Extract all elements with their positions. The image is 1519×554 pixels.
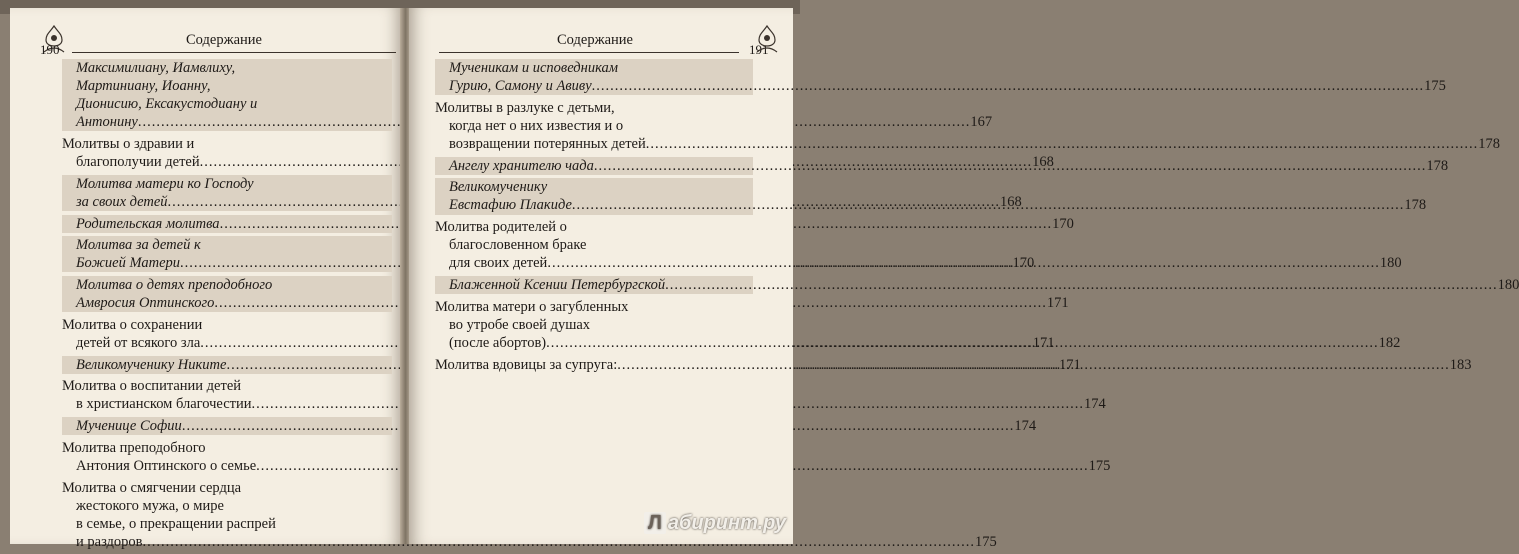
dot-leader: [665, 277, 1498, 293]
toc-entry-text: (после абортов): [449, 334, 547, 351]
toc-entry-text: благополучии детей: [76, 154, 200, 171]
toc-entry-text: Мученице Софии: [76, 418, 182, 435]
toc-page-number: 167: [970, 114, 993, 131]
toc-entry-line: Дионисию, Ексакустодиану и: [76, 96, 258, 113]
toc-entry-text: Антонину: [76, 114, 138, 131]
toc-page-number: 178: [1426, 157, 1449, 174]
toc-entry-last-line: [62, 457, 1111, 475]
toc-entry-text: Амвросия Оптинского: [76, 295, 215, 312]
page-number: 191: [749, 42, 769, 57]
toc-entry-text: Антония Оптинского о семье: [76, 457, 257, 474]
toc-page-number: 171: [1032, 334, 1055, 351]
toc-entry-line: благословенном браке: [449, 237, 587, 254]
dot-leader: [594, 158, 1427, 174]
page-number: 190: [40, 42, 60, 57]
dot-leader: [547, 255, 1380, 271]
toc-entry-line: Молитва о смягчении сердца: [62, 479, 242, 496]
toc-entry-line: Молитва о детях преподобного: [76, 277, 273, 293]
toc-entry-line: Молитва преподобного: [62, 439, 206, 456]
toc-entry-line: Молитва матери ко Господу: [76, 175, 254, 192]
toc-page-number: 170: [1012, 255, 1035, 272]
toc-entry-line: жестокого мужа, о мире: [76, 497, 224, 514]
toc-entry: [62, 417, 1037, 435]
toc-entry-text: и раздоров: [76, 533, 143, 550]
dot-leader: [546, 335, 1379, 351]
toc-entry-text: Родительская молитва: [76, 215, 220, 232]
toc-page-number: 171: [1046, 295, 1069, 312]
watermark-logo: [644, 512, 786, 535]
toc-page-number: 175: [1088, 457, 1111, 474]
toc-page-number: 171: [1058, 356, 1081, 373]
toc-entry-line: во утробе своей душах: [449, 316, 591, 333]
dot-leader: [646, 136, 1479, 152]
dot-leader: [592, 78, 1425, 94]
toc-entry-last-line: [62, 417, 1037, 435]
toc-entry: [62, 377, 1106, 413]
toc-entry: [435, 59, 1446, 95]
toc-entry-text: Ангелу хранителю чада: [449, 157, 594, 174]
toc-entry-line: Молитвы в разлуке с детьми,: [435, 99, 615, 116]
toc-entry-text: за своих детей: [76, 193, 168, 210]
toc-entry-line: когда нет о них известия и о: [449, 117, 624, 134]
toc-entry-line: в семье, о прекращении распрей: [76, 515, 276, 532]
toc-page-number: 168: [1000, 193, 1022, 210]
toc-entry-text: Великомученику Никите: [76, 356, 227, 373]
toc-entry: [62, 439, 1111, 475]
dot-leader: [617, 357, 1450, 373]
toc-page-number: 183: [1449, 356, 1472, 373]
toc-entry-last-line: [62, 533, 997, 551]
toc-entry-line: Молитва родителей о: [435, 219, 567, 236]
toc-page-number: 174: [1084, 396, 1106, 413]
page-header: Содержание: [186, 32, 262, 48]
toc-page-number: 178: [1404, 197, 1427, 214]
dot-leader: [572, 197, 1405, 213]
toc-entry-last-line: [435, 135, 1501, 153]
toc-page-number: 168: [1032, 154, 1054, 171]
toc-entry-line: Мученикам и исповедникам: [449, 60, 618, 76]
toc-entry-text: возвращении потерянных детей: [449, 135, 646, 152]
header-rule: [439, 52, 739, 53]
toc-entry-line: Великомученику: [449, 179, 548, 196]
toc-entry-line: Молитва матери о загубленных: [435, 298, 629, 315]
toc-page-number: 175: [1424, 78, 1446, 95]
toc-entry-text: Божией Матери: [76, 255, 181, 272]
toc-page-number: 178: [1478, 135, 1501, 152]
toc-entry-text: для своих детей: [449, 255, 548, 272]
header-rule: [72, 52, 396, 53]
toc-entry-last-line: [435, 276, 1519, 294]
toc-entry-text: Евстафию Плакиде: [449, 197, 572, 214]
toc-entry-text: в христианском благочестии: [76, 396, 252, 413]
toc-entry-last-line: [435, 77, 1446, 95]
toc-entry-last-line: [62, 395, 1106, 413]
toc-entry-text: детей от всякого зла: [76, 334, 201, 351]
toc-entry-line: Молитвы о здравии и: [62, 135, 195, 152]
toc-page-number: 180: [1379, 255, 1402, 272]
toc-entry-text: Гурию, Самону и Авиву: [449, 78, 592, 95]
ornament-icon: [755, 24, 779, 58]
toc-entry-text: Блаженной Ксении Петербургской: [449, 277, 666, 293]
toc-entry-line: Мартиниану, Иоанну,: [76, 78, 211, 95]
toc-page-number: 174: [1014, 418, 1037, 435]
toc-entry-line: Максимилиану, Иамвлиху,: [76, 60, 236, 76]
toc-entry-line: Молитва о воспитании детей: [62, 378, 242, 395]
toc-entry-text: Молитва вдовицы за супруга:: [435, 356, 618, 373]
toc-page-number: 182: [1378, 334, 1401, 351]
toc-page-number: 170: [1052, 215, 1074, 232]
watermark-brand: абиринт.ру: [667, 512, 786, 534]
watermark-initial: Л: [644, 512, 666, 534]
toc-page-number: 175: [975, 533, 997, 550]
toc-entry: [435, 276, 1519, 294]
toc-entry-line: Молитва о сохранении: [62, 316, 203, 333]
toc-entry-line: Молитва за детей к: [76, 237, 201, 254]
page-header: Содержание: [557, 32, 633, 48]
toc-page-number: 180: [1497, 277, 1519, 293]
